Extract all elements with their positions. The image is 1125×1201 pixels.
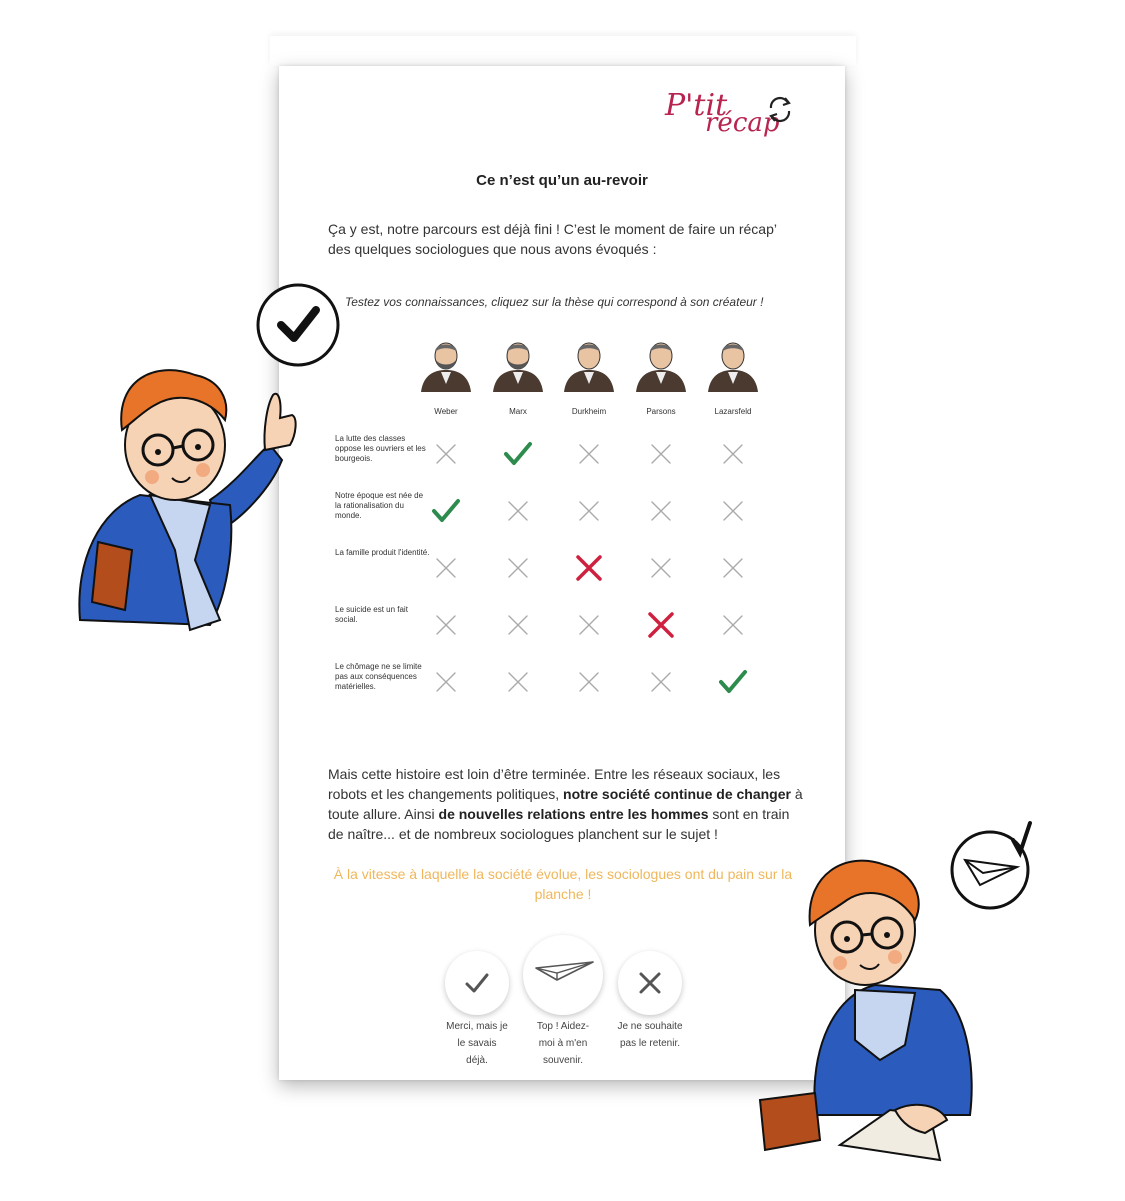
refresh-icon: [763, 92, 797, 126]
thesis-label: La lutte des classes oppose les ouvriers et les bourgeois.: [335, 434, 426, 463]
answer-cell-cross[interactable]: [503, 496, 533, 526]
answer-cell-cross[interactable]: [574, 610, 604, 640]
no-thanks-button[interactable]: [618, 951, 682, 1015]
left-character-illustration: [60, 280, 360, 640]
answer-cell-cross[interactable]: [646, 496, 676, 526]
sociologist-name-durkheim: Durkheim: [571, 407, 607, 416]
sociologist-name-parsons: Parsons: [646, 407, 676, 416]
thesis-label: Notre époque est née de la rationalisation du monde.: [335, 491, 424, 520]
sociologist-name-lazarsfeld: Lazarsfeld: [714, 407, 752, 416]
no-thanks-label: Je ne souhaite pas le retenir.: [617, 1021, 683, 1049]
page-top-strip: [270, 36, 856, 66]
already-knew-button[interactable]: [445, 951, 509, 1015]
outro-bold-2: de nouvelles relations entre les hommes: [438, 806, 709, 822]
check-bubble-icon: [258, 285, 338, 365]
portrait-weber: [417, 334, 475, 392]
answer-cell-cross-red[interactable]: [574, 553, 604, 583]
portrait-marx: [489, 334, 547, 392]
outro-part-3: sont en train de naître... et de nombreux sociologues planchent sur le sujet !: [328, 806, 790, 842]
answer-cell-check-green[interactable]: [503, 439, 533, 469]
answer-cell-cross[interactable]: [718, 553, 748, 583]
portrait-durkheim: [560, 334, 618, 392]
answer-cell-cross[interactable]: [646, 667, 676, 697]
answer-cell-check-green[interactable]: [718, 667, 748, 697]
answer-cell-cross[interactable]: [646, 553, 676, 583]
answer-cell-cross[interactable]: [574, 667, 604, 697]
logo-line-1: P'tit: [665, 88, 728, 123]
intro-text: Ça y est, notre parcours est déjà fini ! C’est le moment de faire un récap’ des quelques sociologues que nous avons évoqués :: [328, 221, 777, 257]
answer-cell-cross[interactable]: [503, 667, 533, 697]
outro-part-1: Mais cette histoire est loin d’être terminée. Entre les réseaux sociaux, les robots et les changements politiques,: [328, 766, 781, 802]
outro-bold-1: notre société continue de changer: [563, 786, 791, 802]
answer-cell-cross[interactable]: [718, 439, 748, 469]
outro-text: [328, 764, 808, 844]
thesis-label: Le suicide est un fait social.: [335, 605, 408, 624]
page-title: Ce n’est qu’un au-revoir: [476, 172, 648, 189]
highlight-text: À la vitesse à laquelle la société évolue, les sociologues ont du pain sur la planche !: [333, 866, 793, 902]
check-icon: [445, 951, 509, 1015]
thesis-label: La famille produit l'identité.: [335, 548, 430, 557]
answer-cell-cross[interactable]: [431, 553, 461, 583]
sociologist-name-marx: Marx: [509, 407, 527, 416]
ptit-recap-logo: [665, 88, 805, 148]
outro-part-2: à toute allure. Ainsi: [328, 786, 803, 822]
answer-cell-cross[interactable]: [503, 553, 533, 583]
answer-cell-cross[interactable]: [718, 496, 748, 526]
quiz-instruction: Testez vos connaissances, cliquez sur la thèse qui correspond à son créateur !: [345, 295, 764, 309]
answer-cell-cross[interactable]: [718, 610, 748, 640]
remind-me-button[interactable]: [523, 935, 603, 1015]
portrait-parsons: [632, 334, 690, 392]
answer-cell-check-green[interactable]: [431, 496, 461, 526]
logo-line-2: récap: [705, 108, 780, 138]
remind-me-label: Top ! Aidez-moi à m'en souvenir.: [536, 1021, 590, 1066]
already-knew-label: Merci, mais je le savais déjà.: [446, 1021, 508, 1066]
thesis-label: Le chômage ne se limite pas aux conséquences matérielles.: [335, 662, 422, 691]
answer-cell-cross[interactable]: [646, 439, 676, 469]
close-icon: [618, 951, 682, 1015]
answer-cell-cross[interactable]: [503, 610, 533, 640]
answer-cell-cross[interactable]: [431, 667, 461, 697]
right-character-illustration: [755, 815, 1055, 1175]
answer-cell-cross[interactable]: [574, 439, 604, 469]
sociologist-name-weber: Weber: [434, 407, 458, 416]
answer-cell-cross-red[interactable]: [646, 610, 676, 640]
answer-cell-cross[interactable]: [431, 610, 461, 640]
portrait-lazarsfeld: [704, 334, 762, 392]
answer-cell-cross[interactable]: [431, 439, 461, 469]
paper-plane-icon: [523, 935, 603, 1015]
answer-cell-cross[interactable]: [574, 496, 604, 526]
